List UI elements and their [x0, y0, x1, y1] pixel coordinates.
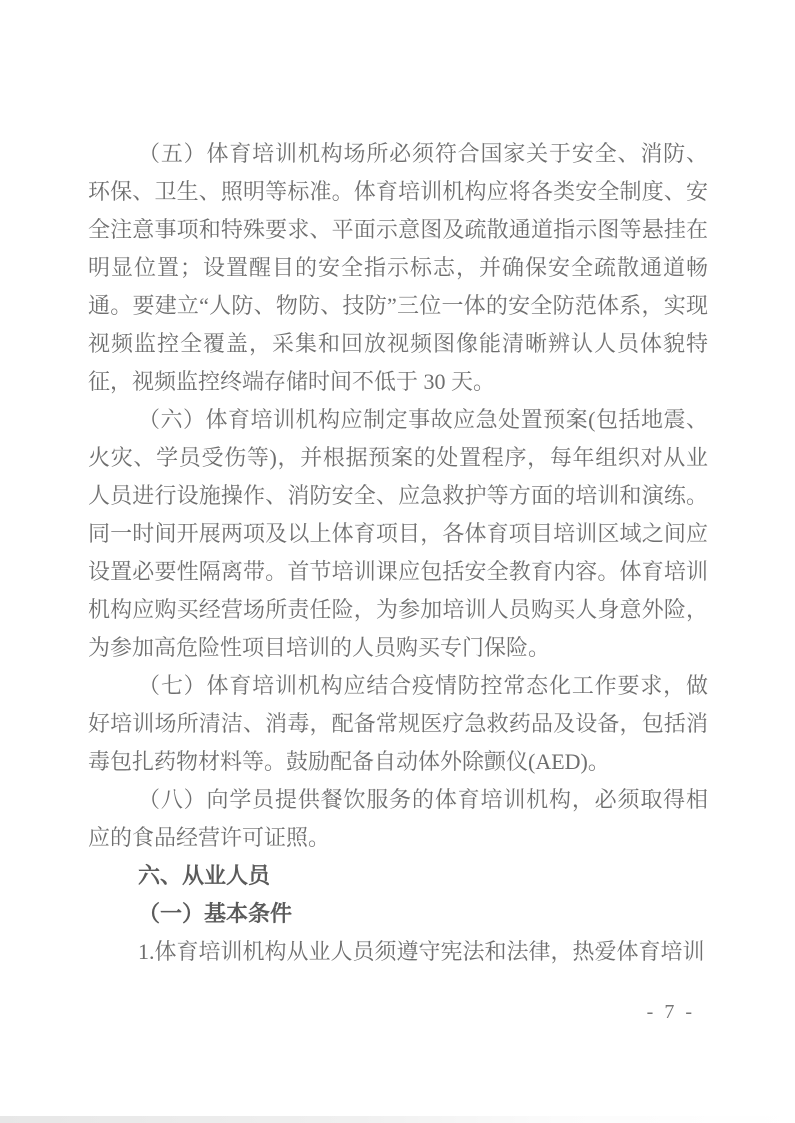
- scan-edge-artifact: [0, 1116, 795, 1123]
- paragraph-item-1: 1.体育培训机构从业人员须遵守宪法和法律，热爱体育培训: [138, 939, 705, 964]
- document-body: [88, 135, 708, 971]
- paragraph-clause-6: （六）体育培训机构应制定事故应急处置预案(包括地震、火灾、学员受伤等)，并根据预案的处置程序，每年组织对从业人员进行设施操作、消防安全、应急救护等方面的培训和演练。同一时间开展两项及以上体育项目，各体育项目培训区域之间应设置必要性隔离带。首节培训课应包括安全教育内容。体育培训机构应购买经营场所责任险，为参加培训人员购买人身意外险，为参加高危险性项目培训的人员购买专门保险。: [88, 407, 708, 660]
- paragraph-clause-8: （八）向学员提供餐饮服务的体育培训机构，必须取得相应的食品经营许可证照。: [88, 787, 708, 850]
- section-heading-employees: 六、从业人员: [138, 863, 271, 888]
- page-number: - 7 -: [646, 1001, 695, 1023]
- paragraph-clause-5: （五）体育培训机构场所必须符合国家关于安全、消防、环保、卫生、照明等标准。体育培训机构应将各类安全制度、安全注意事项和特殊要求、平面示意图及疏散通道指示图等悬挂在明显位置；设置醒目的安全指示标志，并确保安全疏散通道畅通。要建立“人防、物防、技防”三位一体的安全防范体系，实现视频监控全覆盖，采集和回放视频图像能清晰辨认人员体貌特征，视频监控终端存储时间不低于 30 天。: [88, 141, 708, 394]
- paragraph-clause-7: （七）体育培训机构应结合疫情防控常态化工作要求，做好培训场所清洁、消毒，配备常规医疗急救药品及设备，包括消毒包扎药物材料等。鼓励配备自动体外除颤仪(AED)。: [88, 673, 708, 774]
- subsection-heading-basic-conditions: （一）基本条件: [138, 901, 293, 926]
